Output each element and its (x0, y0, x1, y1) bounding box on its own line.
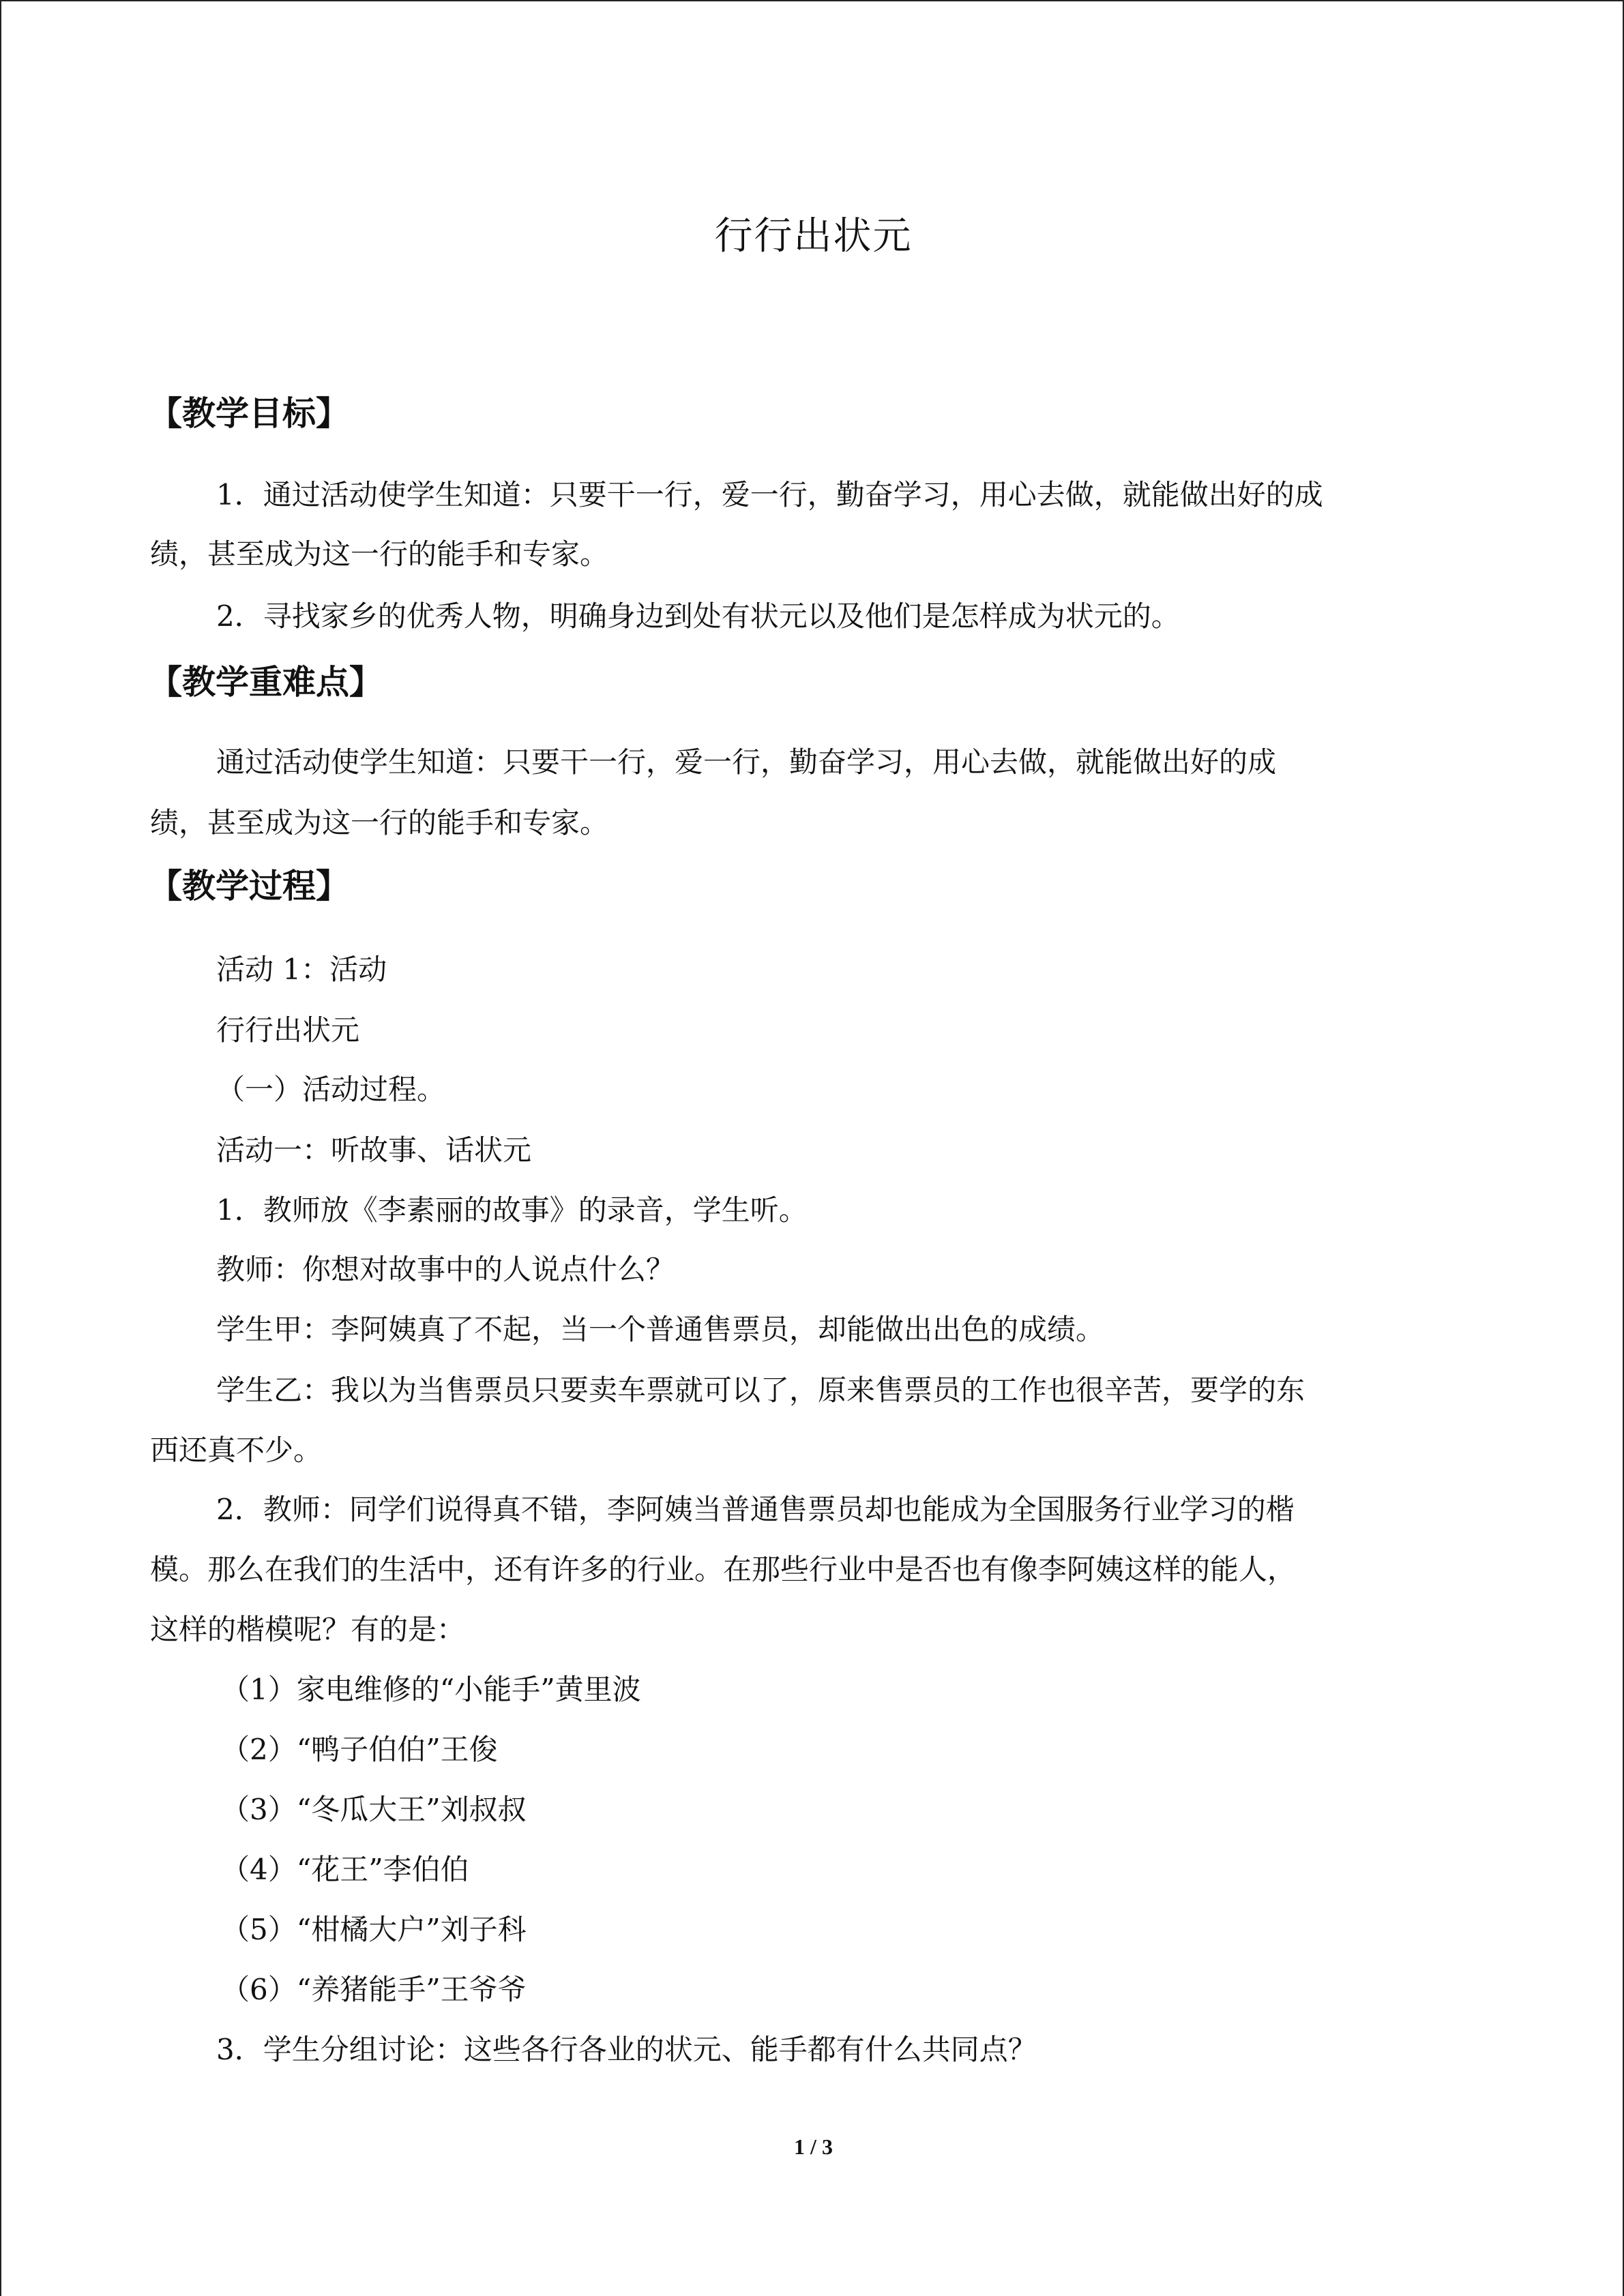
paragraph-line: 绩，甚至成为这一行的能手和专家。 (150, 806, 609, 839)
paragraph-line: 模。那么在我们的生活中，还有许多的行业。在那些行业中是否也有像李阿姨这样的能人， (150, 1553, 1297, 1586)
list-item: （3）“冬瓜大王”刘叔叔 (221, 1793, 527, 1826)
paragraph-line: 行行出状元 (216, 1013, 360, 1047)
paragraph-line: 2．寻找家乡的优秀人物，明确身边到处有状元以及他们是怎样成为状元的。 (216, 599, 1180, 633)
paragraph-line: 学生乙：我以为当售票员只要卖车票就可以了，原来售票员的工作也很辛苦，要学的东 (216, 1373, 1305, 1407)
section-heading-goals: 【教学目标】 (149, 394, 350, 433)
paragraph-line: 1．通过活动使学生知道：只要干一行，爱一行，勤奋学习，用心去做，就能做出好的成 (216, 478, 1323, 511)
paragraph-line: 这样的楷模呢？有的是： (150, 1613, 466, 1646)
section-heading-process: 【教学过程】 (149, 867, 350, 906)
page-title: 行行出状元 (714, 214, 913, 258)
list-item: （6）“养猪能手”王爷爷 (221, 1973, 527, 2006)
page-number: 1 / 3 (794, 2134, 833, 2159)
paragraph-line: 1．教师放《李素丽的故事》的录音，学生听。 (216, 1193, 808, 1227)
paragraph-line: 西还真不少。 (150, 1433, 323, 1467)
paragraph-line: 教师：你想对故事中的人说点什么？ (216, 1253, 675, 1286)
paragraph-line: 通过活动使学生知道：只要干一行，爱一行，勤奋学习，用心去做，就能做出好的成 (216, 745, 1277, 779)
list-item: （4）“花王”李伯伯 (221, 1853, 469, 1886)
list-item: （1）家电维修的“小能手”黄里波 (221, 1673, 641, 1706)
paragraph-line: 3．学生分组讨论：这些各行各业的状元、能手都有什么共同点？ (216, 2033, 1037, 2066)
section-heading-keypoints: 【教学重难点】 (149, 663, 383, 702)
paragraph-line: 活动一：听故事、话状元 (216, 1133, 532, 1167)
paragraph-line: 2．教师：同学们说得真不错，李阿姨当普通售票员却也能成为全国服务行业学习的楷 (216, 1493, 1295, 1526)
list-item: （2）“鸭子伯伯”王俊 (221, 1733, 498, 1766)
paragraph-line: 活动 1：活动 (216, 953, 387, 986)
list-item: （5）“柑橘大户”刘子科 (221, 1913, 527, 1946)
paragraph-line: 绩，甚至成为这一行的能手和专家。 (150, 537, 609, 571)
paragraph-line: （一）活动过程。 (216, 1073, 446, 1106)
paragraph-line: 学生甲：李阿姨真了不起，当一个普通售票员，却能做出出色的成绩。 (216, 1313, 1105, 1346)
